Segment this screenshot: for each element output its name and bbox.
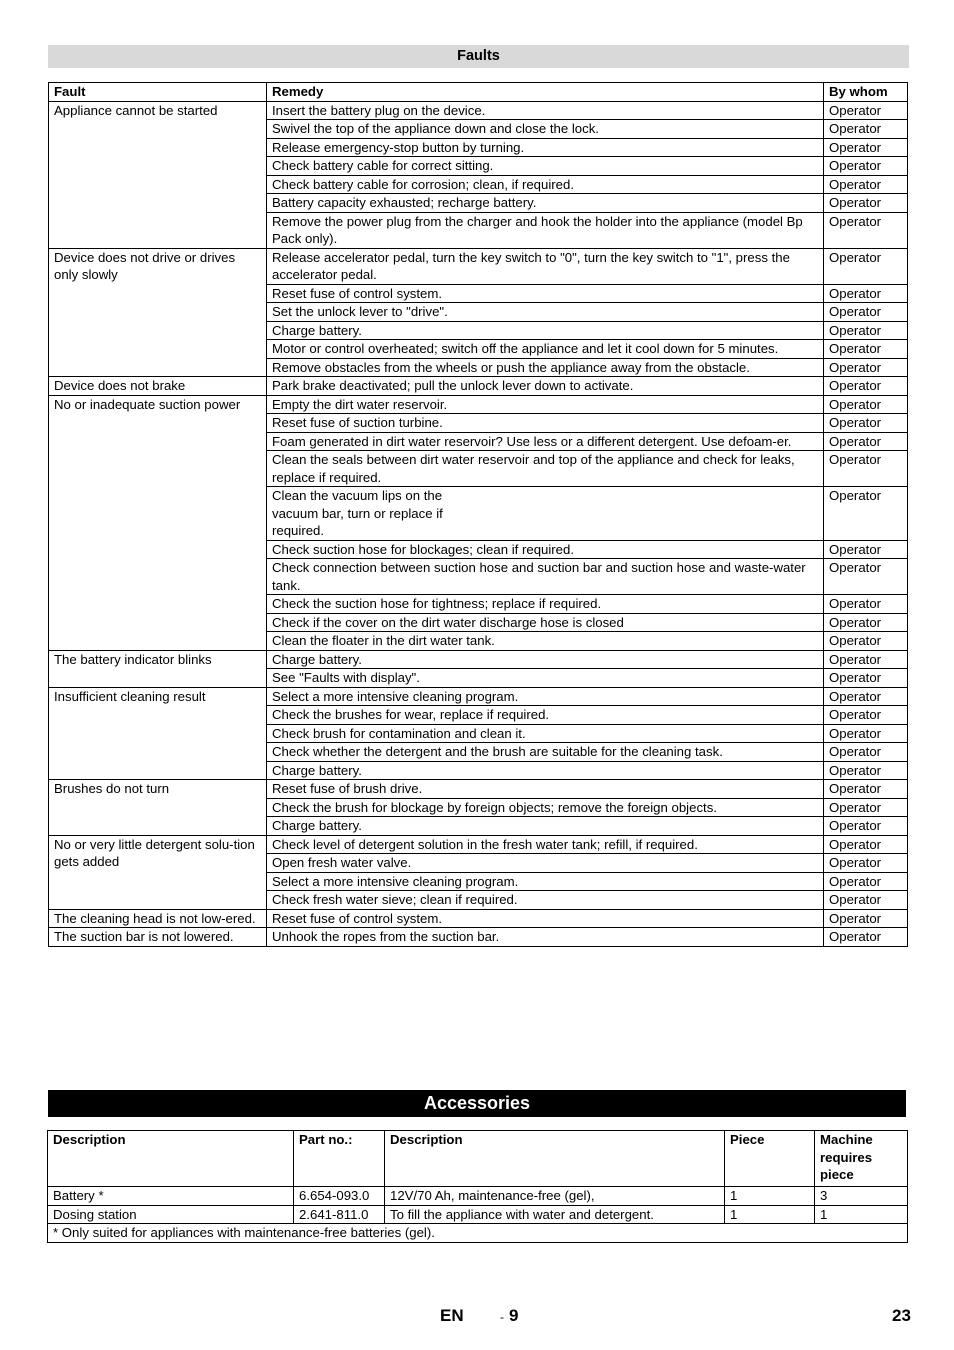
- by-whom-cell: Operator: [824, 909, 908, 928]
- fault-cell: Device does not brake: [49, 377, 267, 396]
- by-whom-cell: Operator: [824, 798, 908, 817]
- remedy-cell: Check whether the detergent and the brush are suitable for the cleaning task.: [267, 743, 824, 762]
- by-whom-cell: Operator: [824, 212, 908, 248]
- remedy-cell: Reset fuse of suction turbine.: [267, 414, 824, 433]
- remedy-cell: Check connection between suction hose and suction bar and suction hose and waste-water tank.: [267, 559, 824, 595]
- remedy-cell: Park brake deactivated; pull the unlock lever down to activate.: [267, 377, 824, 396]
- remedy-cell: Reset fuse of control system.: [267, 909, 824, 928]
- by-whom-cell: Operator: [824, 358, 908, 377]
- acc-cell: 2.641-811.0: [294, 1205, 385, 1224]
- acc-cell: 1: [725, 1187, 815, 1206]
- fault-cell: Insufficient cleaning result: [49, 687, 267, 780]
- remedy-cell: Check fresh water sieve; clean if required.: [267, 891, 824, 910]
- footer-language: EN: [440, 1306, 464, 1325]
- remedy-cell: Remove obstacles from the wheels or push the appliance away from the obstacle.: [267, 358, 824, 377]
- remedy-cell: Charge battery.: [267, 761, 824, 780]
- fault-row: [49, 650, 908, 669]
- acc-cell: 12V/70 Ah, maintenance-free (gel),: [385, 1187, 725, 1206]
- accessories-table: [47, 1130, 908, 1243]
- by-whom-cell: Operator: [824, 817, 908, 836]
- remedy-cell: Open fresh water valve.: [267, 854, 824, 873]
- by-whom-cell: Operator: [824, 595, 908, 614]
- by-whom-cell: Operator: [824, 872, 908, 891]
- faults-section-title: Faults: [48, 45, 909, 68]
- acc-cell: 3: [815, 1187, 908, 1206]
- remedy-cell: Insert the battery plug on the device.: [267, 101, 824, 120]
- fault-cell: No or very little detergent solu-tion gets added: [49, 835, 267, 909]
- acc-header-part-no: Part no.:: [294, 1131, 385, 1187]
- acc-header-piece: Piece: [725, 1131, 815, 1187]
- acc-cell: Battery *: [48, 1187, 294, 1206]
- fault-row: [49, 395, 908, 414]
- acc-header-description: Description: [48, 1131, 294, 1187]
- remedy-cell: Unhook the ropes from the suction bar.: [267, 928, 824, 947]
- by-whom-cell: Operator: [824, 194, 908, 213]
- remedy-cell: Foam generated in dirt water reservoir? Use less or a different detergent. Use defoam-er.: [267, 432, 824, 451]
- remedy-cell: Select a more intensive cleaning program.: [267, 872, 824, 891]
- remedy-cell: Set the unlock lever to "drive".: [267, 303, 824, 322]
- fault-cell: Device does not drive or drives only slowly: [49, 248, 267, 377]
- remedy-cell: Charge battery.: [267, 650, 824, 669]
- remedy-cell: Check level of detergent solution in the fresh water tank; refill, if required.: [267, 835, 824, 854]
- by-whom-cell: Operator: [824, 284, 908, 303]
- fault-row: [49, 101, 908, 120]
- remedy-cell: Reset fuse of control system.: [267, 284, 824, 303]
- by-whom-cell: Operator: [824, 835, 908, 854]
- acc-cell: To fill the appliance with water and detergent.: [385, 1205, 725, 1224]
- by-whom-cell: Operator: [824, 395, 908, 414]
- fault-cell: Brushes do not turn: [49, 780, 267, 836]
- by-whom-cell: Operator: [824, 303, 908, 322]
- remedy-column-header: Remedy: [267, 83, 824, 102]
- by-whom-cell: Operator: [824, 632, 908, 651]
- by-whom-column-header: By whom: [824, 83, 908, 102]
- remedy-cell: Clean the vacuum lips on the vacuum bar, turn or replace if required.: [267, 487, 824, 541]
- fault-cell: Appliance cannot be started: [49, 101, 267, 248]
- by-whom-cell: Operator: [824, 377, 908, 396]
- by-whom-cell: Operator: [824, 321, 908, 340]
- by-whom-cell: Operator: [824, 157, 908, 176]
- footer-page-number: 23: [892, 1306, 911, 1325]
- fault-row: [49, 687, 908, 706]
- by-whom-cell: Operator: [824, 928, 908, 947]
- remedy-cell: Clean the floater in the dirt water tank.: [267, 632, 824, 651]
- by-whom-cell: Operator: [824, 669, 908, 688]
- accessory-row: [48, 1205, 908, 1224]
- remedy-cell: Select a more intensive cleaning program.: [267, 687, 824, 706]
- by-whom-cell: Operator: [824, 743, 908, 762]
- remedy-cell: Check brush for contamination and clean it.: [267, 724, 824, 743]
- fault-row: [49, 248, 908, 284]
- accessories-header-row: [48, 1131, 908, 1187]
- by-whom-cell: Operator: [824, 248, 908, 284]
- faults-header-row: [49, 83, 908, 102]
- remedy-cell: Empty the dirt water reservoir.: [267, 395, 824, 414]
- by-whom-cell: Operator: [824, 432, 908, 451]
- acc-cell: 6.654-093.0: [294, 1187, 385, 1206]
- by-whom-cell: Operator: [824, 451, 908, 487]
- remedy-cell: Check the suction hose for tightness; replace if required.: [267, 595, 824, 614]
- footer-section-page: 9: [509, 1306, 519, 1325]
- by-whom-cell: Operator: [824, 101, 908, 120]
- remedy-cell: Clean the seals between dirt water reservoir and top of the appliance and check for leaks, replace if required.: [267, 451, 824, 487]
- by-whom-cell: Operator: [824, 854, 908, 873]
- by-whom-cell: Operator: [824, 891, 908, 910]
- acc-header-description-2: Description: [385, 1131, 725, 1187]
- remedy-cell: Swivel the top of the appliance down and close the lock.: [267, 120, 824, 139]
- accessory-footnote-row: [48, 1224, 908, 1243]
- remedy-cell: Check battery cable for correct sitting.: [267, 157, 824, 176]
- by-whom-cell: Operator: [824, 540, 908, 559]
- by-whom-cell: Operator: [824, 120, 908, 139]
- remedy-cell: Charge battery.: [267, 321, 824, 340]
- fault-row: [49, 909, 908, 928]
- remedy-cell: Check battery cable for corrosion; clean, if required.: [267, 175, 824, 194]
- by-whom-cell: Operator: [824, 724, 908, 743]
- remedy-cell: Remove the power plug from the charger and hook the holder into the appliance (model Bp Pack only).: [267, 212, 824, 248]
- by-whom-cell: Operator: [824, 706, 908, 725]
- remedy-cell: See "Faults with display".: [267, 669, 824, 688]
- accessory-row: [48, 1187, 908, 1206]
- remedy-cell: Motor or control overheated; switch off the appliance and let it cool down for 5 minutes.: [267, 340, 824, 359]
- by-whom-cell: Operator: [824, 650, 908, 669]
- faults-table: [48, 82, 908, 947]
- fault-cell: The cleaning head is not low-ered.: [49, 909, 267, 928]
- acc-cell: Dosing station: [48, 1205, 294, 1224]
- by-whom-cell: Operator: [824, 613, 908, 632]
- by-whom-cell: Operator: [824, 175, 908, 194]
- remedy-cell: Check the brushes for wear, replace if required.: [267, 706, 824, 725]
- fault-row: [49, 780, 908, 799]
- by-whom-cell: Operator: [824, 487, 908, 541]
- by-whom-cell: Operator: [824, 138, 908, 157]
- fault-cell: No or inadequate suction power: [49, 395, 267, 650]
- accessory-footnote: * Only suited for appliances with maintenance-free batteries (gel).: [48, 1224, 908, 1243]
- remedy-cell: Release accelerator pedal, turn the key switch to "0", turn the key switch to "1", press the accelerator pedal.: [267, 248, 824, 284]
- footer-separator: -: [500, 1310, 504, 1324]
- fault-cell: The suction bar is not lowered.: [49, 928, 267, 947]
- by-whom-cell: Operator: [824, 687, 908, 706]
- remedy-cell: Release emergency-stop button by turning.: [267, 138, 824, 157]
- fault-row: [49, 377, 908, 396]
- remedy-cell: Charge battery.: [267, 817, 824, 836]
- remedy-cell: Battery capacity exhausted; recharge battery.: [267, 194, 824, 213]
- by-whom-cell: Operator: [824, 780, 908, 799]
- fault-column-header: Fault: [49, 83, 267, 102]
- remedy-cell: Check the brush for blockage by foreign objects; remove the foreign objects.: [267, 798, 824, 817]
- by-whom-cell: Operator: [824, 340, 908, 359]
- remedy-cell: Check if the cover on the dirt water discharge hose is closed: [267, 613, 824, 632]
- remedy-cell: Reset fuse of brush drive.: [267, 780, 824, 799]
- by-whom-cell: Operator: [824, 414, 908, 433]
- fault-row: [49, 835, 908, 854]
- accessories-section-title: Accessories: [48, 1090, 906, 1117]
- fault-cell: The battery indicator blinks: [49, 650, 267, 687]
- by-whom-cell: Operator: [824, 761, 908, 780]
- acc-header-machine-requires-piece: Machine requires piece: [815, 1131, 908, 1187]
- acc-cell: 1: [725, 1205, 815, 1224]
- by-whom-cell: Operator: [824, 559, 908, 595]
- fault-row: [49, 928, 908, 947]
- remedy-cell: Check suction hose for blockages; clean if required.: [267, 540, 824, 559]
- acc-cell: 1: [815, 1205, 908, 1224]
